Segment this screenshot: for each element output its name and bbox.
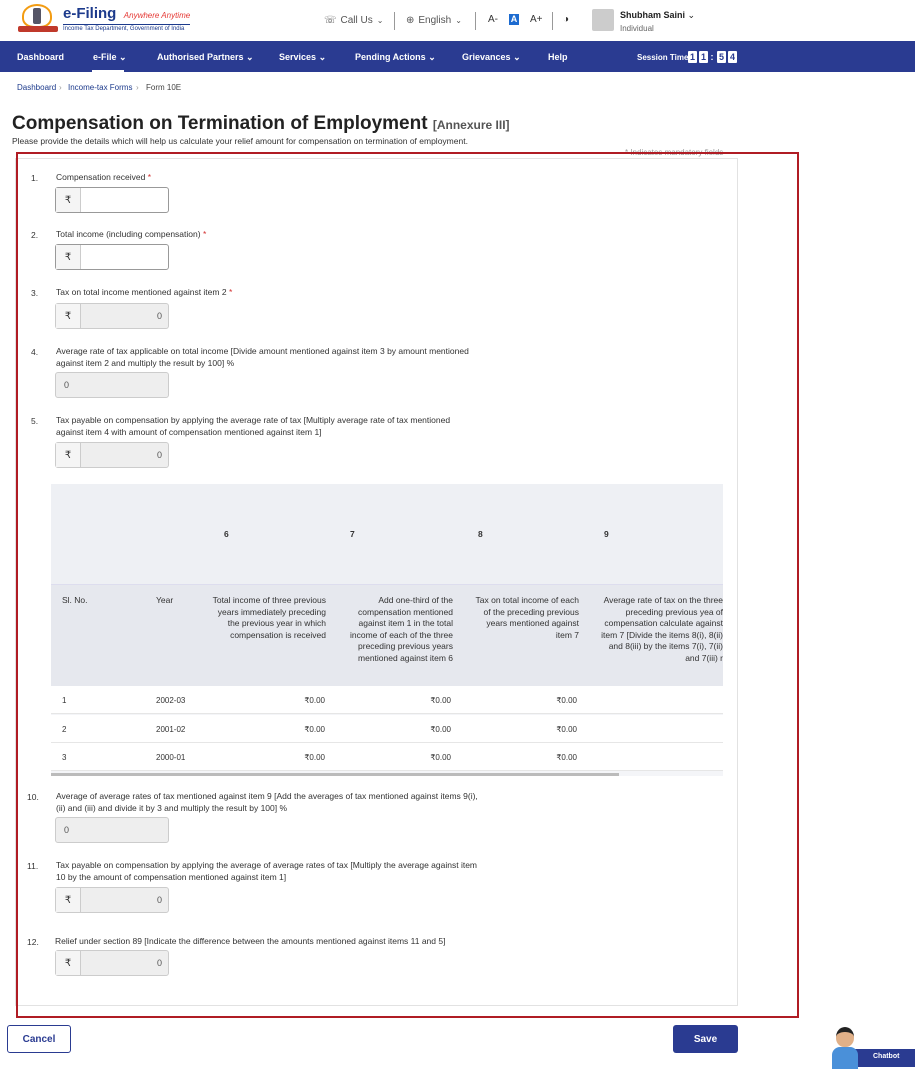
session-colon: : (710, 52, 714, 62)
chevron-down-icon: ⌄ (376, 16, 384, 25)
table-row: 3 2000-01 ₹0.00 ₹0.00 ₹0.00 (51, 743, 723, 771)
breadcrumb-current: Form 10E (146, 83, 182, 92)
session-digit: 4 (729, 52, 735, 62)
globe-icon: ⊕ (406, 15, 415, 26)
avatar[interactable] (592, 9, 614, 31)
page-description: Please provide the details which will help us calculate your relief amount for compensation on termination of employment. (12, 136, 468, 146)
rupee-icon: ₹ (56, 304, 81, 328)
rupee-icon: ₹ (56, 443, 81, 467)
item-label: Relief under section 89 [Indicate the difference between the amounts mentioned against items 11 and 5] (55, 936, 446, 946)
item-number: 3. (31, 288, 39, 298)
chatbot-label: Chatbot (873, 1053, 900, 1060)
previous-years-table[interactable] (51, 484, 723, 776)
chevron-down-icon: ⌄ (428, 52, 436, 62)
user-name: Shubham Saini (620, 10, 686, 20)
item-label: Tax payable on compensation by applying the average rate of tax [Multiply average rate of tax mentioned against item 4 with amount of compensation mentioned against item 1] (56, 415, 451, 437)
breadcrumb-separator: › (136, 83, 139, 92)
nav-dashboard[interactable]: Dashboard (17, 52, 65, 62)
table-header (51, 584, 723, 686)
save-button[interactable]: Save (673, 1025, 738, 1053)
divider (394, 12, 395, 30)
column-number: 9 (604, 529, 609, 539)
rupee-icon: ₹ (56, 951, 81, 975)
rupee-icon: ₹ (56, 245, 81, 269)
efiling-logo[interactable] (18, 4, 190, 34)
table-header-cell: Average rate of tax on the three preceding previous yea of compensation calculate against item 7 [Divide the items 8(i), 8(ii) and 8(iii) by the items 7(i), 7(ii) and 7(iii) r (601, 595, 723, 663)
breadcrumb-income-tax-forms[interactable]: Income-tax Forms (68, 83, 133, 92)
page-title: Compensation on Termination of Employment [Annexure III] (12, 113, 510, 134)
phone-icon: ☏ (324, 15, 337, 26)
chatbot-avatar-icon (832, 1047, 858, 1069)
language-label: English (418, 15, 452, 26)
item-label: Average rate of tax applicable on total income [Divide amount mentioned against item 3 by amount mentioned against item 2 and multiply the result by 100] % (56, 346, 469, 368)
nav-services[interactable]: Services ⌄ (279, 52, 327, 62)
item-label: Total income (including compensation) * (56, 229, 207, 239)
session-time-label: Session Time (637, 53, 689, 62)
item-number: 12. (27, 937, 39, 947)
tax-payable-field: ₹ 0 (55, 442, 169, 468)
call-us-label: Call Us (340, 15, 373, 26)
breadcrumb-dashboard[interactable]: Dashboard (17, 83, 57, 92)
divider (552, 12, 553, 30)
item-number: 11. (27, 861, 39, 871)
top-header (0, 0, 915, 42)
relief-section-89-field: ₹ 0 (55, 950, 169, 976)
breadcrumb-separator: › (59, 83, 62, 92)
divider (475, 12, 476, 30)
font-decrease-button[interactable]: A- (488, 14, 498, 25)
contrast-icon[interactable]: ◑ (563, 14, 570, 25)
table-row: 1 2002-03 ₹0.00 ₹0.00 ₹0.00 (51, 686, 723, 714)
nav-pending-actions[interactable]: Pending Actions ⌄ (355, 52, 436, 62)
language-menu[interactable] (406, 15, 462, 26)
chevron-down-icon: ⌄ (455, 16, 462, 25)
chevron-down-icon: ⌄ (119, 52, 127, 62)
chevron-down-icon: ⌄ (246, 52, 254, 62)
item-number: 2. (31, 230, 39, 240)
active-tab-indicator (92, 70, 124, 72)
table-header-cell: Total income of three previous years immediately preceding the previous year in which compensation is received (212, 595, 326, 640)
item-number: 10. (27, 792, 39, 802)
table-header-cell: Year (156, 595, 174, 605)
nav-help[interactable]: Help (548, 52, 568, 62)
chevron-down-icon: ⌄ (687, 10, 696, 20)
rupee-icon: ₹ (56, 188, 81, 212)
item-label: Average of average rates of tax mentioned against item 9 [Add the averages of tax mentioned against items 9(i), (ii) and (iii) and divide it by 3 and multiply the result by 100] % (56, 791, 478, 813)
tax-payable-average-field: ₹ 0 (55, 887, 169, 913)
table-header-cell: Sl. No. (62, 595, 88, 605)
chevron-down-icon: ⌄ (513, 52, 521, 62)
average-of-average-rates-field: 0 (55, 817, 169, 843)
nav-grievances[interactable]: Grievances ⌄ (462, 52, 521, 62)
column-number: 8 (478, 529, 483, 539)
nav-efile[interactable]: e-File ⌄ (93, 52, 127, 62)
table-row: 2 2001-02 ₹0.00 ₹0.00 ₹0.00 (51, 715, 723, 743)
user-menu[interactable] (620, 10, 695, 21)
average-rate-field: 0 (55, 372, 169, 398)
chatbot-button[interactable] (830, 1025, 915, 1071)
logo-main-text: e-Filing (63, 5, 117, 22)
item-number: 1. (31, 173, 39, 183)
mandatory-note: * Indicates mandatory fields (625, 148, 724, 157)
table-horizontal-scrollbar[interactable] (51, 773, 619, 776)
compensation-received-input[interactable] (55, 187, 169, 213)
session-digit: 5 (718, 52, 724, 62)
item-label: Tax on total income mentioned against item 2 * (56, 287, 233, 297)
logo-tagline: Anywhere Anytime (123, 11, 191, 20)
font-default-button[interactable]: A (510, 14, 518, 24)
annexure-label: [Annexure III] (432, 118, 510, 132)
table-column-numbers (51, 484, 723, 584)
total-income-input[interactable] (55, 244, 169, 270)
item-number: 4. (31, 347, 39, 357)
item-label: Tax payable on compensation by applying the average of average rates of tax [Multiply the average against item 10 by the amount of compensation mentioned against item 1] (56, 860, 478, 882)
cancel-button[interactable]: Cancel (7, 1025, 71, 1053)
nav-authorised-partners[interactable]: Authorised Partners ⌄ (157, 52, 254, 62)
column-number: 7 (350, 529, 355, 539)
item-number: 5. (31, 416, 39, 426)
column-number: 6 (224, 529, 229, 539)
tax-on-total-income-field: ₹ 0 (55, 303, 169, 329)
user-role: Individual (620, 24, 654, 33)
emblem-icon (18, 4, 58, 34)
main-nav (0, 41, 915, 72)
session-digit: 1 (689, 52, 695, 62)
font-increase-button[interactable]: A+ (530, 14, 543, 25)
table-header-cell: Add one-third of the compensation mentioned against item 1 in the total income of each of the three preceding previous years mentioned against item 6 (349, 595, 453, 663)
item-label: Compensation received * (56, 172, 151, 182)
session-digit: 1 (700, 52, 706, 62)
call-us-menu[interactable] (324, 15, 383, 26)
logo-subtitle: Income Tax Department, Government of India (63, 24, 190, 32)
rupee-icon: ₹ (56, 888, 81, 912)
chevron-down-icon: ⌄ (318, 52, 327, 62)
table-header-cell: Tax on total income of each of the preceding previous years mentioned against item 7 (475, 595, 579, 640)
